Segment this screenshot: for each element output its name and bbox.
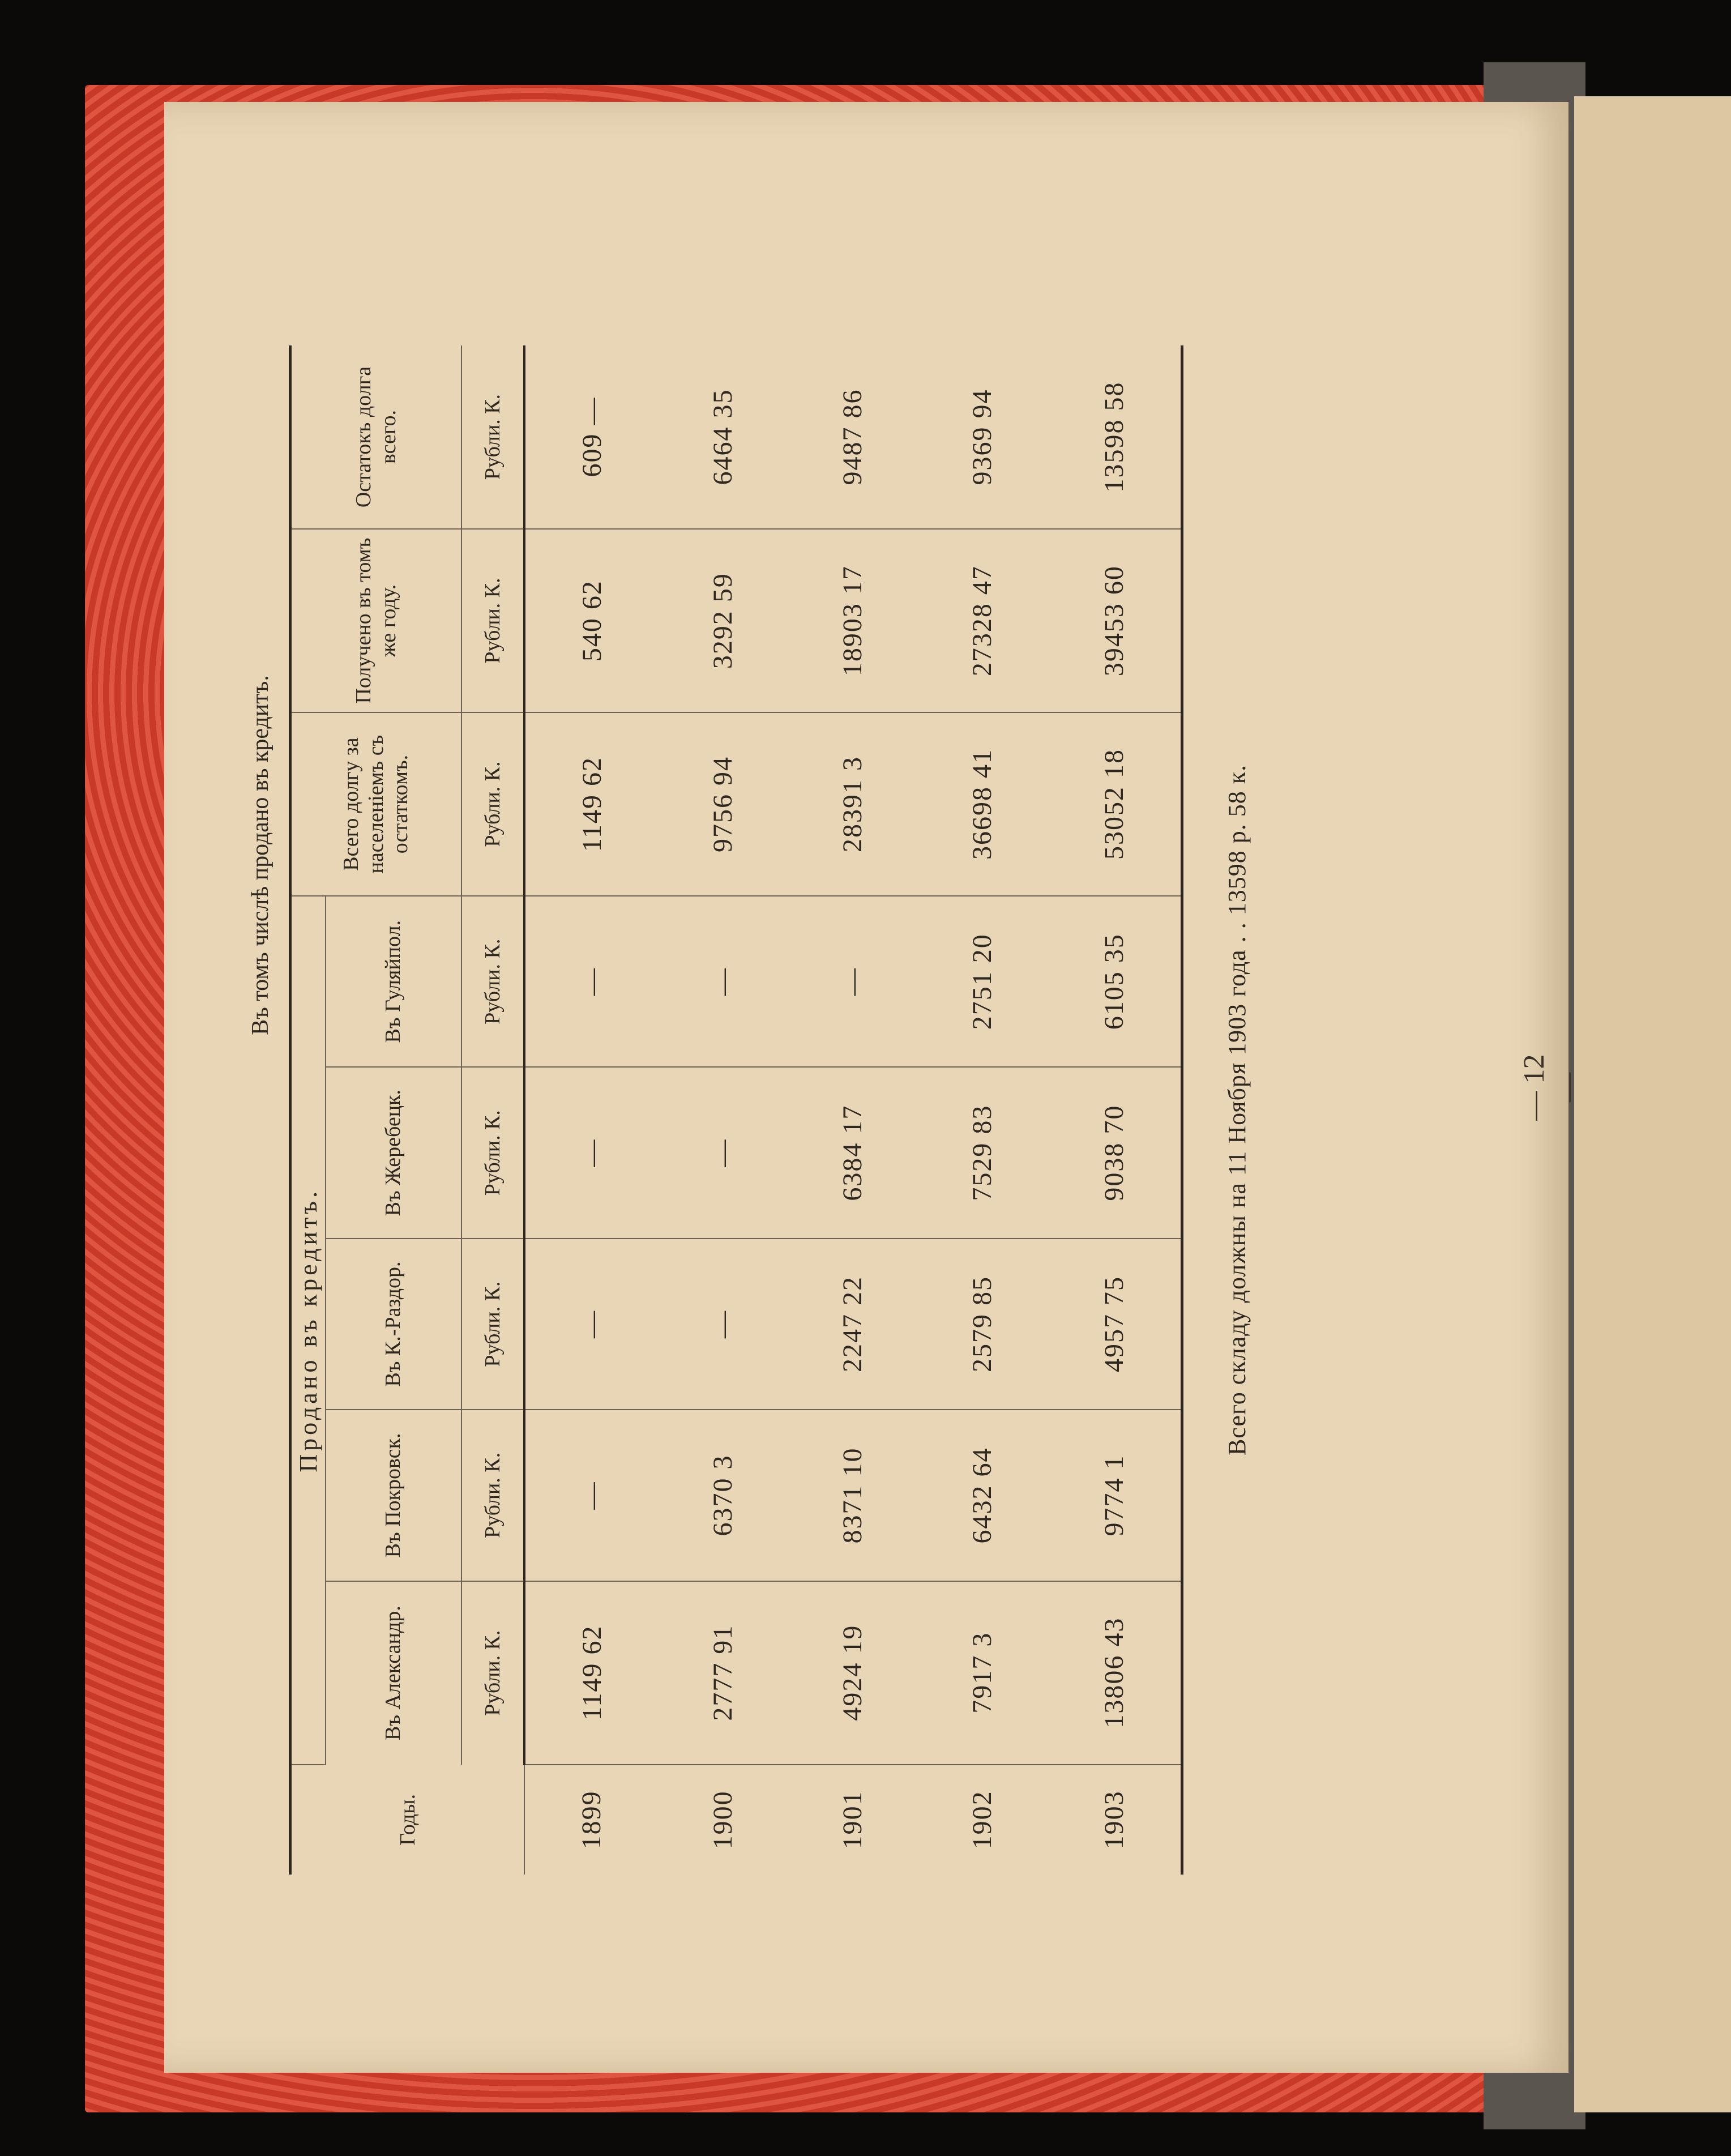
table-row (917, 345, 1047, 1875)
pokrovsk-header: Въ Покровск. (326, 1410, 461, 1581)
value-cell: 2751 20 (917, 896, 1047, 1067)
credit-sales-table (289, 345, 1183, 1875)
value-cell: 18903 17 (788, 529, 917, 712)
year-cell: 1902 (967, 1790, 998, 1850)
value-cell: 7917 3 (917, 1581, 1047, 1765)
value-cell: 1149 62 (524, 1581, 658, 1765)
value-cell: 4924 19 (788, 1581, 917, 1765)
gulyaipol-header: Въ Гуляйпол. (326, 896, 461, 1067)
table-row (658, 345, 788, 1875)
value-cell: 9487 86 (788, 345, 917, 529)
value-cell: 9038 70 (1047, 1067, 1182, 1238)
value-cell: 13598 58 (1047, 345, 1182, 529)
value-cell: — (524, 1067, 658, 1238)
value-cell: 9369 94 (917, 345, 1047, 529)
unit-label: Рубли. К. (461, 1239, 524, 1410)
value-cell: 6384 17 (788, 1067, 917, 1238)
table-row (524, 345, 658, 1875)
remaining-debt-header: Остатокъ долга всего. (290, 345, 462, 529)
received-header: Получено въ томъ же году. (290, 529, 462, 712)
years-header: Годы. (290, 1765, 525, 1875)
rotated-table-area (243, 345, 1319, 1875)
value-cell: 9756 94 (658, 712, 788, 896)
value-cell: — (524, 896, 658, 1067)
value-cell: — (658, 1067, 788, 1238)
value-cell: 1149 62 (524, 712, 658, 896)
unit-label: Рубли. К. (461, 345, 524, 529)
unit-label: Рубли. К. (461, 529, 524, 712)
value-cell: 2777 91 (658, 1581, 788, 1765)
table-title: Въ томъ числѣ продано въ кредитъ. (247, 675, 273, 1035)
value-cell: 6432 64 (917, 1410, 1047, 1581)
value-cell: 6105 35 (1047, 896, 1182, 1067)
value-cell: 2247 22 (788, 1239, 917, 1410)
total-debt-header: Всего долгу за населеніемъ съ остаткомъ. (290, 712, 462, 896)
facing-page (1574, 96, 1731, 2112)
k-razdor-header: Въ К.-Раздор. (326, 1239, 461, 1410)
value-cell: 36698 41 (917, 712, 1047, 896)
value-cell: 6464 35 (658, 345, 788, 529)
unit-label: Рубли. К. (461, 1410, 524, 1581)
value-cell: 540 62 (524, 529, 658, 712)
value-cell: 28391 3 (788, 712, 917, 896)
table-row (788, 345, 917, 1875)
year-cell: 1899 (576, 1790, 607, 1850)
year-cell: 1901 (837, 1790, 868, 1850)
value-cell: 9774 1 (1047, 1410, 1182, 1581)
page-number: — 12 — (1518, 1054, 1584, 1121)
value-cell: — (524, 1239, 658, 1410)
value-cell: 3292 59 (658, 529, 788, 712)
value-cell: 13806 43 (1047, 1581, 1182, 1765)
value-cell: — (524, 1410, 658, 1581)
value-cell: — (658, 896, 788, 1067)
unit-label: Рубли. К. (461, 712, 524, 896)
year-cell: 1900 (708, 1790, 738, 1850)
aleksandrovsk-header: Въ Александр. (326, 1581, 461, 1765)
value-cell: — (788, 896, 917, 1067)
value-cell: 4957 75 (1047, 1239, 1182, 1410)
value-cell: 609 — (524, 345, 658, 529)
summary-line: Всего складу должны на 11 Ноября 1903 года . . 13598 р. 58 к. (1223, 764, 1251, 1456)
value-cell: — (658, 1239, 788, 1410)
unit-label: Рубли. К. (461, 1067, 524, 1238)
table-row (1047, 345, 1182, 1875)
unit-label: Рубли. К. (461, 1581, 524, 1765)
zherebetsk-header: Въ Жеребецк. (326, 1067, 461, 1238)
value-cell: 53052 18 (1047, 712, 1182, 896)
value-cell: 7529 83 (917, 1067, 1047, 1238)
value-cell: 2579 85 (917, 1239, 1047, 1410)
sold-on-credit-header: Продано въ кредитъ. (290, 896, 326, 1765)
value-cell: 39453 60 (1047, 529, 1182, 712)
unit-label: Рубли. К. (461, 896, 524, 1067)
year-cell: 1903 (1099, 1790, 1129, 1850)
value-cell: 6370 3 (658, 1410, 788, 1581)
value-cell: 8371 10 (788, 1410, 917, 1581)
value-cell: 27328 47 (917, 529, 1047, 712)
